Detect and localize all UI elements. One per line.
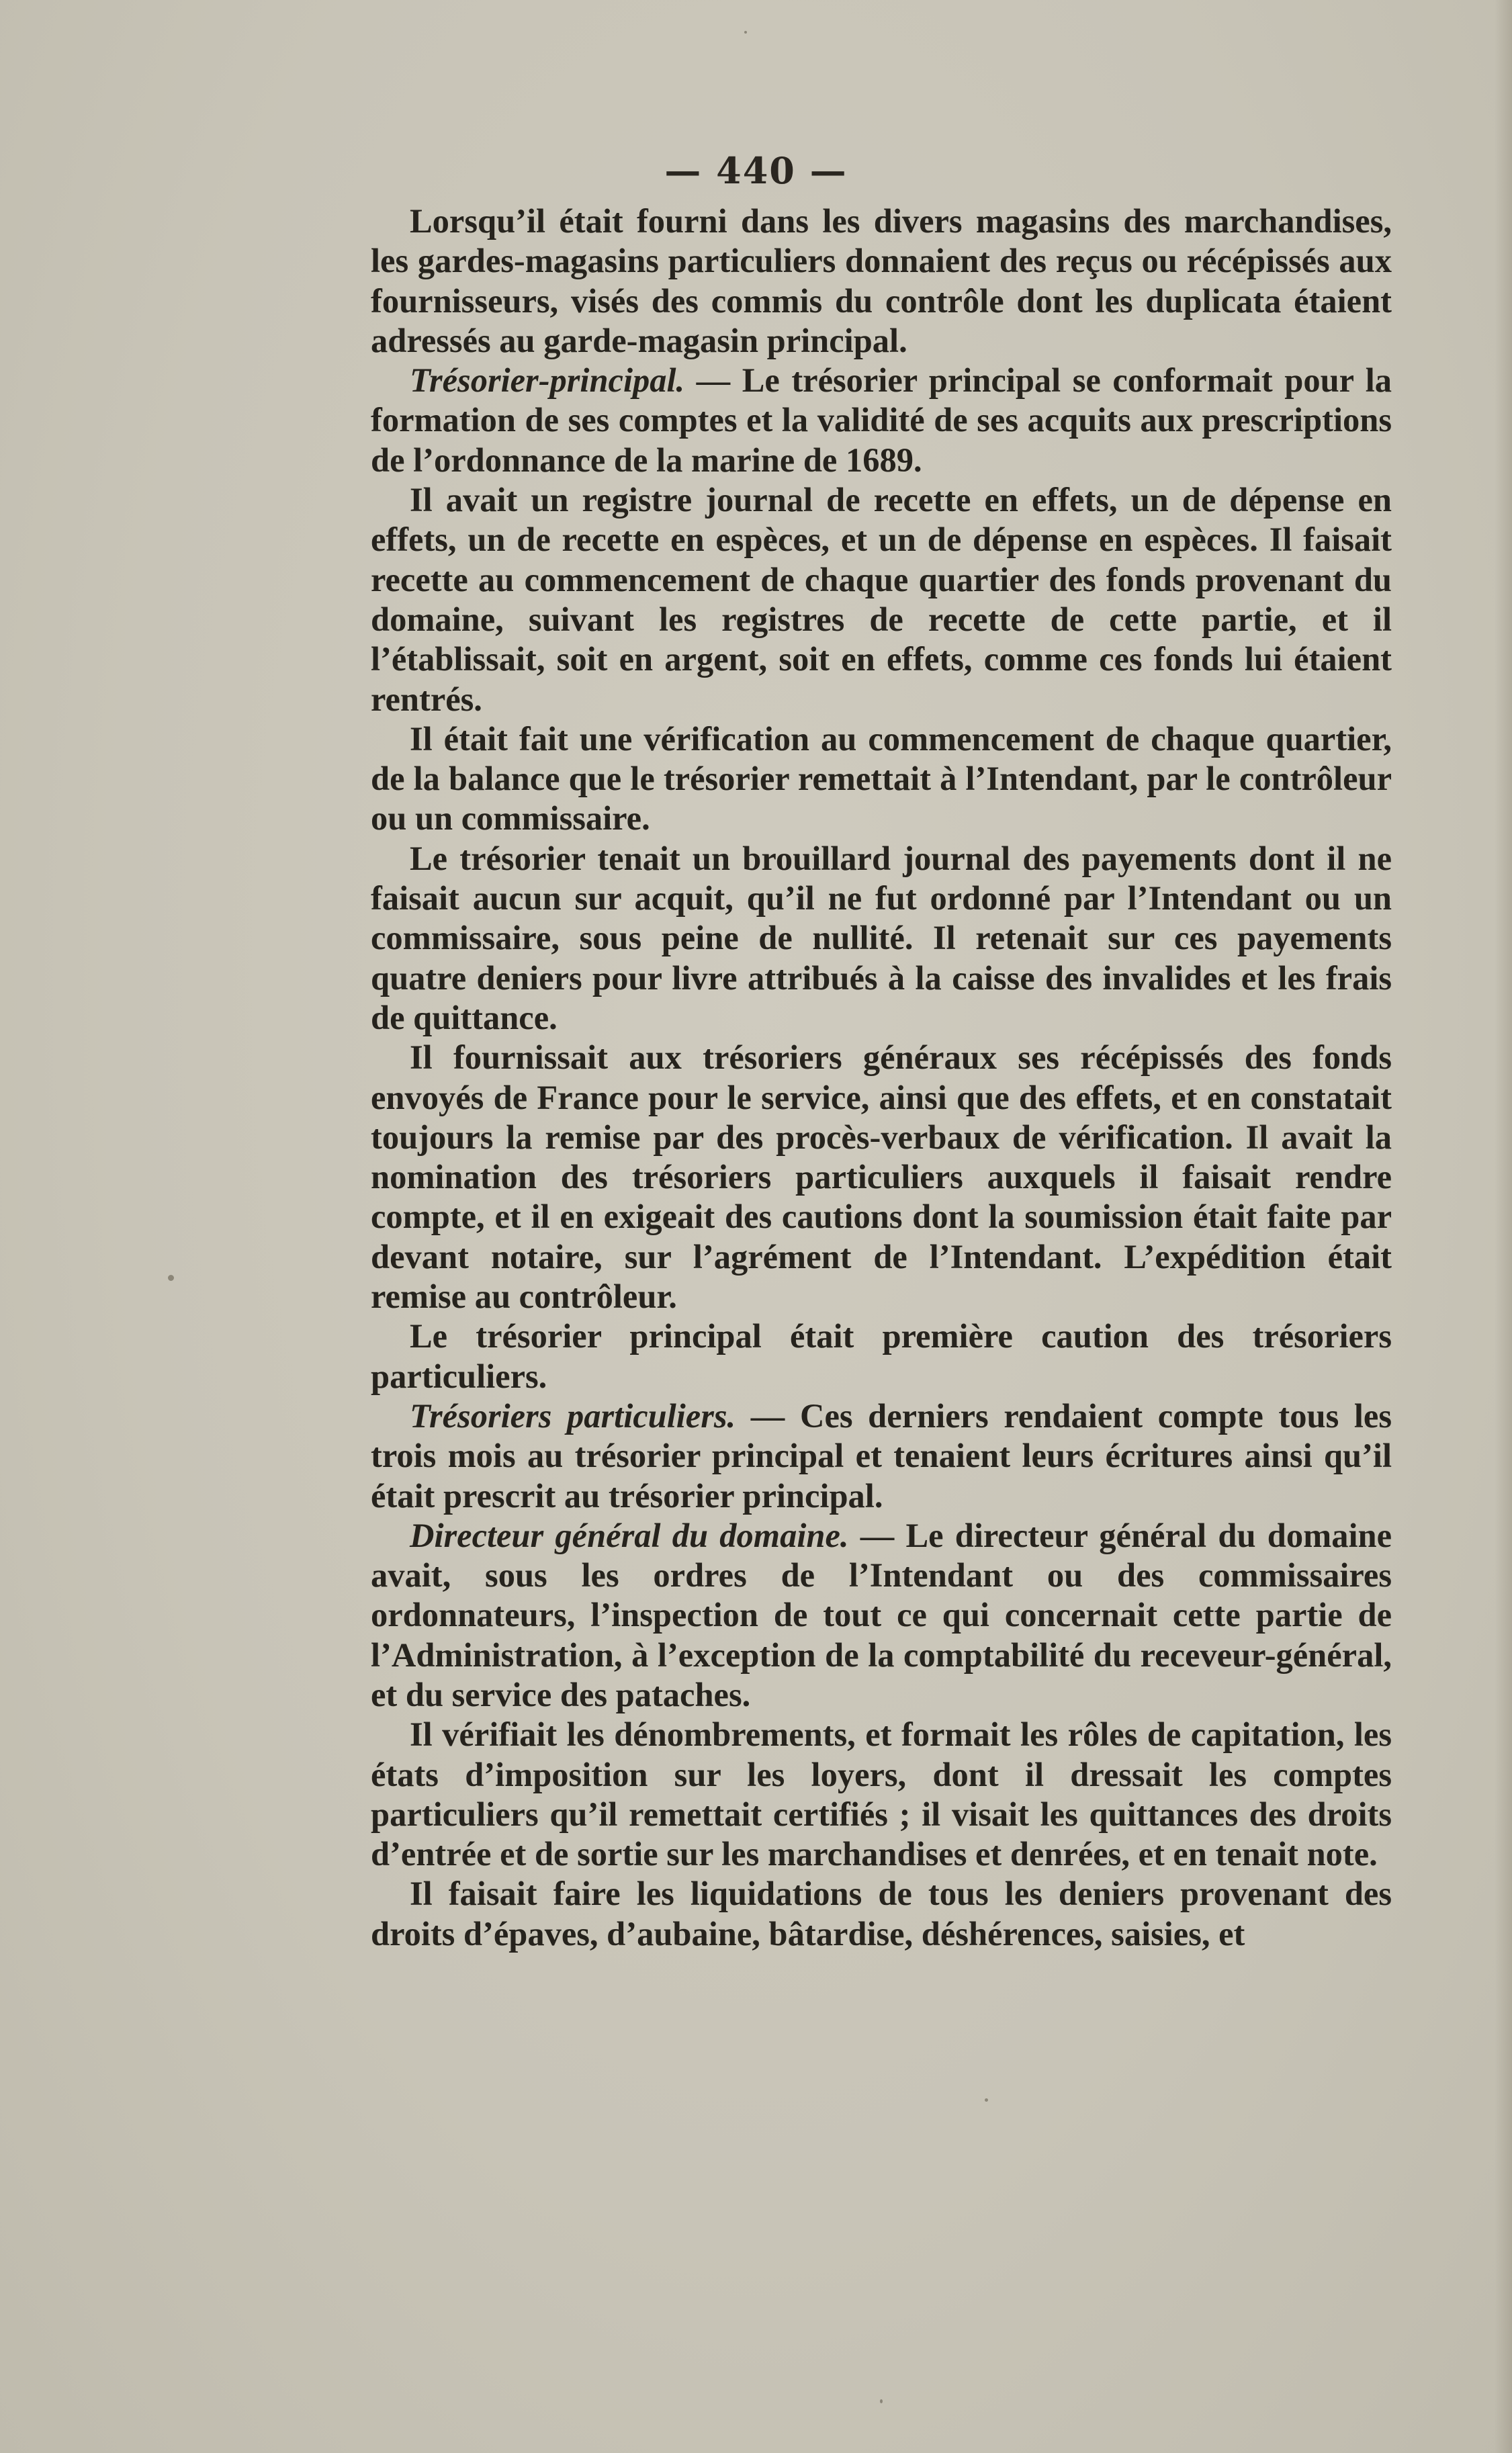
paragraph-text: Il vérifiait les dénombrements, et formait les rôles de capitation, les états d’imposition sur les loyers, dont il dressait les comptes particuliers qu’il remettait certifiés ; il visait les quittances des droits d’entrée et de sortie sur les marchandises et denrées, et en tenait note.	[371, 1715, 1392, 1873]
paragraph	[371, 839, 1392, 1038]
paragraph	[371, 1715, 1392, 1874]
paragraph	[371, 719, 1392, 839]
paragraph	[371, 361, 1392, 480]
paragraph-text: Il fournissait aux trésoriers généraux ses récépissés des fonds envoyés de France pour le service, ainsi que des effets, et en constatait toujours la remise par des procès-verbaux de vérification. Il avait la nomination des trésoriers particuliers auxquels il faisait rendre compte, et il en exigeait des cautions dont la soumission était faite par devant notaire, sur l’agrément de l’Intendant. L’expédition était remise au contrôleur.	[371, 1038, 1392, 1316]
paper-speck	[168, 1275, 174, 1281]
paper-speck	[880, 2399, 883, 2403]
paragraph	[371, 1038, 1392, 1317]
paragraph-text: Il faisait faire les liquidations de tous les deniers provenant des droits d’épaves, d’aubaine, bâtardise, déshérences, saisies, et	[371, 1875, 1392, 1953]
section-heading: Trésoriers particuliers.	[410, 1396, 736, 1435]
page-edge-shadow	[1495, 0, 1512, 2453]
paragraph-text: Le trésorier tenait un brouillard journal des payements dont il ne faisait aucun sur acquit, qu’il ne fut ordonné par l’Intendant ou un commissaire, sous peine de nullité. Il retenait sur ces payements quatre deniers pour livre attribués à la caisse des invalides et les frais de quittance.	[371, 839, 1392, 1036]
paragraph	[371, 480, 1392, 719]
paragraph-text: — Le directeur général du domaine avait, sous les ordres de l’Intendant ou des commissaires ordonnateurs, l’inspection de tout ce qui concernait cette partie de l’Administration, à l’exception de la comptabilité du receveur-général, et du service des pataches.	[371, 1516, 1392, 1713]
body-text	[371, 202, 1392, 1954]
paragraph	[371, 1317, 1392, 1396]
paragraph-text: Le trésorier principal était première caution des trésoriers particuliers.	[371, 1317, 1392, 1395]
paragraph	[371, 1516, 1392, 1715]
paragraph-text: — Le trésorier principal se conformait pour la formation de ses comptes et la validité de ses acquits aux prescriptions de l’ordonnance de la marine de 1689.	[371, 361, 1392, 479]
section-heading: Trésorier-principal.	[410, 361, 685, 400]
paragraph	[371, 1396, 1392, 1516]
paper-speck	[985, 2098, 988, 2102]
page-number: — 440 —	[664, 149, 848, 192]
paragraph	[371, 1874, 1392, 1954]
section-heading: Directeur général du domaine.	[410, 1516, 849, 1554]
paper-speck	[744, 31, 747, 34]
paragraph	[371, 202, 1392, 361]
paragraph-text: Il était fait une vérification au commencement de chaque quartier, de la balance que le trésorier remettait à l’Intendant, par le contrôleur ou un commissaire.	[371, 719, 1392, 838]
paragraph-text: Lorsqu’il était fourni dans les divers magasins des marchandises, les gardes-magasins particuliers donnaient des reçus ou récépissés aux fournisseurs, visés des commis du contrôle dont les duplicata étaient adressés au garde-magasin principal.	[371, 202, 1392, 359]
paragraph-text: — Ces derniers rendaient compte tous les trois mois au trésorier principal et tenaient leurs écritures ainsi qu’il était prescrit au trésorier principal.	[371, 1396, 1392, 1515]
paragraph-text: Il avait un registre journal de recette en effets, un de dépense en effets, un de recette en espèces, et un de dépense en espèces. Il faisait recette au commencement de chaque quartier des fonds provenant du domaine, suivant les registres de recette de cette partie, et il l’établissait, soit en argent, soit en effets, comme ces fonds lui étaient rentrés.	[371, 481, 1392, 718]
